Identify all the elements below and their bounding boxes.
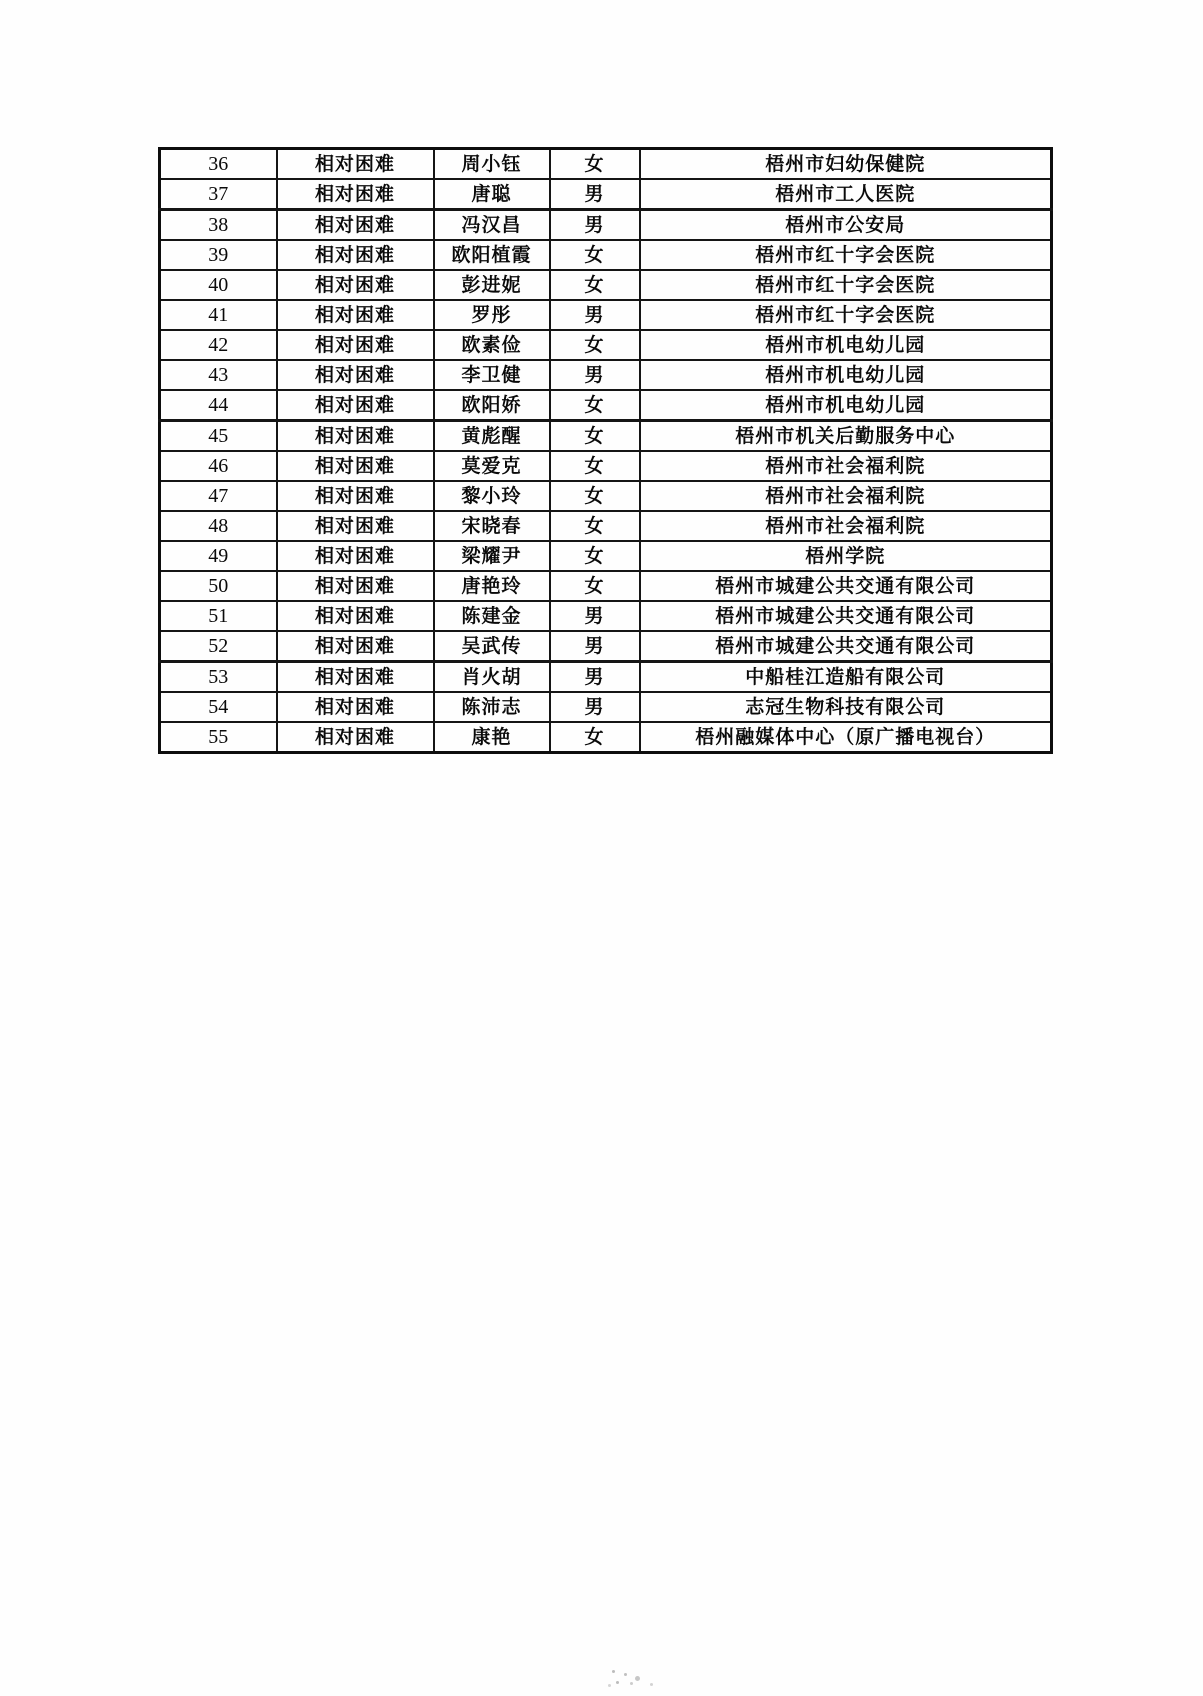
cell-work-unit: 梧州市社会福利院 bbox=[640, 451, 1052, 481]
cell-difficulty-category: 相对困难 bbox=[277, 511, 434, 541]
cell-work-unit: 梧州市妇幼保健院 bbox=[640, 149, 1052, 180]
table-row bbox=[160, 421, 1052, 452]
cell-work-unit: 梧州市机电幼儿园 bbox=[640, 390, 1052, 421]
cell-gender: 女 bbox=[550, 330, 640, 360]
cell-gender: 男 bbox=[550, 210, 640, 241]
table-row bbox=[160, 481, 1052, 511]
cell-work-unit: 梧州市机关后勤服务中心 bbox=[640, 421, 1052, 452]
cell-serial-number: 43 bbox=[160, 360, 277, 390]
cell-gender: 男 bbox=[550, 631, 640, 662]
cell-difficulty-category: 相对困难 bbox=[277, 451, 434, 481]
cell-gender: 男 bbox=[550, 601, 640, 631]
cell-difficulty-category: 相对困难 bbox=[277, 360, 434, 390]
table-row bbox=[160, 210, 1052, 241]
cell-work-unit: 梧州市社会福利院 bbox=[640, 481, 1052, 511]
cell-person-name: 罗彤 bbox=[434, 300, 550, 330]
cell-serial-number: 50 bbox=[160, 571, 277, 601]
cell-serial-number: 54 bbox=[160, 692, 277, 722]
cell-difficulty-category: 相对困难 bbox=[277, 149, 434, 180]
cell-person-name: 肖火胡 bbox=[434, 662, 550, 693]
cell-gender: 女 bbox=[550, 451, 640, 481]
cell-serial-number: 53 bbox=[160, 662, 277, 693]
cell-person-name: 欧阳娇 bbox=[434, 390, 550, 421]
table-row bbox=[160, 631, 1052, 662]
cell-person-name: 宋晓春 bbox=[434, 511, 550, 541]
cell-serial-number: 44 bbox=[160, 390, 277, 421]
cell-work-unit: 梧州市机电幼儿园 bbox=[640, 330, 1052, 360]
cell-gender: 男 bbox=[550, 300, 640, 330]
cell-serial-number: 45 bbox=[160, 421, 277, 452]
table-row bbox=[160, 149, 1052, 180]
cell-gender: 女 bbox=[550, 722, 640, 753]
cell-difficulty-category: 相对困难 bbox=[277, 240, 434, 270]
table-row bbox=[160, 360, 1052, 390]
table-row bbox=[160, 240, 1052, 270]
cell-gender: 男 bbox=[550, 692, 640, 722]
cell-difficulty-category: 相对困难 bbox=[277, 631, 434, 662]
cell-work-unit: 梧州市城建公共交通有限公司 bbox=[640, 601, 1052, 631]
cell-person-name: 吴武传 bbox=[434, 631, 550, 662]
cell-serial-number: 40 bbox=[160, 270, 277, 300]
table-row bbox=[160, 451, 1052, 481]
cell-serial-number: 52 bbox=[160, 631, 277, 662]
cell-difficulty-category: 相对困难 bbox=[277, 722, 434, 753]
table-row bbox=[160, 571, 1052, 601]
cell-work-unit: 梧州市红十字会医院 bbox=[640, 270, 1052, 300]
cell-serial-number: 47 bbox=[160, 481, 277, 511]
cell-serial-number: 37 bbox=[160, 179, 277, 210]
table-row bbox=[160, 601, 1052, 631]
cell-person-name: 康艳 bbox=[434, 722, 550, 753]
cell-gender: 女 bbox=[550, 390, 640, 421]
cell-gender: 男 bbox=[550, 179, 640, 210]
cell-person-name: 唐艳玲 bbox=[434, 571, 550, 601]
cell-gender: 女 bbox=[550, 149, 640, 180]
cell-serial-number: 39 bbox=[160, 240, 277, 270]
cell-difficulty-category: 相对困难 bbox=[277, 571, 434, 601]
cell-difficulty-category: 相对困难 bbox=[277, 541, 434, 571]
cell-person-name: 黎小玲 bbox=[434, 481, 550, 511]
cell-gender: 男 bbox=[550, 662, 640, 693]
cell-person-name: 欧素俭 bbox=[434, 330, 550, 360]
cell-difficulty-category: 相对困难 bbox=[277, 179, 434, 210]
table-row bbox=[160, 692, 1052, 722]
cell-person-name: 陈建金 bbox=[434, 601, 550, 631]
cell-serial-number: 46 bbox=[160, 451, 277, 481]
cell-difficulty-category: 相对困难 bbox=[277, 421, 434, 452]
cell-gender: 女 bbox=[550, 481, 640, 511]
cell-serial-number: 51 bbox=[160, 601, 277, 631]
cell-gender: 女 bbox=[550, 511, 640, 541]
cell-difficulty-category: 相对困难 bbox=[277, 300, 434, 330]
cell-work-unit: 梧州市城建公共交通有限公司 bbox=[640, 631, 1052, 662]
table-row bbox=[160, 390, 1052, 421]
table-row bbox=[160, 541, 1052, 571]
cell-gender: 女 bbox=[550, 270, 640, 300]
cell-work-unit: 梧州融媒体中心（原广播电视台） bbox=[640, 722, 1052, 753]
cell-serial-number: 42 bbox=[160, 330, 277, 360]
cell-serial-number: 41 bbox=[160, 300, 277, 330]
cell-gender: 男 bbox=[550, 360, 640, 390]
cell-difficulty-category: 相对困难 bbox=[277, 692, 434, 722]
table-row bbox=[160, 270, 1052, 300]
page-number-smudge bbox=[612, 1670, 615, 1673]
cell-person-name: 冯汉昌 bbox=[434, 210, 550, 241]
cell-work-unit: 梧州市红十字会医院 bbox=[640, 240, 1052, 270]
cell-serial-number: 48 bbox=[160, 511, 277, 541]
cell-difficulty-category: 相对困难 bbox=[277, 601, 434, 631]
cell-difficulty-category: 相对困难 bbox=[277, 481, 434, 511]
cell-person-name: 梁耀尹 bbox=[434, 541, 550, 571]
cell-serial-number: 36 bbox=[160, 149, 277, 180]
personnel-roster-table bbox=[158, 147, 1053, 754]
cell-work-unit: 梧州市社会福利院 bbox=[640, 511, 1052, 541]
cell-difficulty-category: 相对困难 bbox=[277, 662, 434, 693]
cell-work-unit: 中船桂江造船有限公司 bbox=[640, 662, 1052, 693]
table-row bbox=[160, 179, 1052, 210]
cell-difficulty-category: 相对困难 bbox=[277, 330, 434, 360]
cell-person-name: 欧阳植霞 bbox=[434, 240, 550, 270]
cell-gender: 女 bbox=[550, 421, 640, 452]
cell-work-unit: 梧州学院 bbox=[640, 541, 1052, 571]
table-row bbox=[160, 722, 1052, 753]
cell-person-name: 黄彪醒 bbox=[434, 421, 550, 452]
cell-person-name: 唐聪 bbox=[434, 179, 550, 210]
table-row bbox=[160, 511, 1052, 541]
cell-difficulty-category: 相对困难 bbox=[277, 210, 434, 241]
cell-gender: 女 bbox=[550, 240, 640, 270]
cell-person-name: 周小钰 bbox=[434, 149, 550, 180]
cell-serial-number: 55 bbox=[160, 722, 277, 753]
table-row bbox=[160, 300, 1052, 330]
cell-gender: 女 bbox=[550, 571, 640, 601]
table-row bbox=[160, 662, 1052, 693]
table-row bbox=[160, 330, 1052, 360]
cell-serial-number: 38 bbox=[160, 210, 277, 241]
cell-person-name: 莫爱克 bbox=[434, 451, 550, 481]
cell-person-name: 彭进妮 bbox=[434, 270, 550, 300]
cell-work-unit: 梧州市城建公共交通有限公司 bbox=[640, 571, 1052, 601]
cell-person-name: 陈沛志 bbox=[434, 692, 550, 722]
cell-work-unit: 志冠生物科技有限公司 bbox=[640, 692, 1052, 722]
cell-work-unit: 梧州市工人医院 bbox=[640, 179, 1052, 210]
cell-difficulty-category: 相对困难 bbox=[277, 390, 434, 421]
cell-work-unit: 梧州市机电幼儿园 bbox=[640, 360, 1052, 390]
cell-serial-number: 49 bbox=[160, 541, 277, 571]
cell-gender: 女 bbox=[550, 541, 640, 571]
cell-work-unit: 梧州市公安局 bbox=[640, 210, 1052, 241]
cell-difficulty-category: 相对困难 bbox=[277, 270, 434, 300]
cell-person-name: 李卫健 bbox=[434, 360, 550, 390]
cell-work-unit: 梧州市红十字会医院 bbox=[640, 300, 1052, 330]
